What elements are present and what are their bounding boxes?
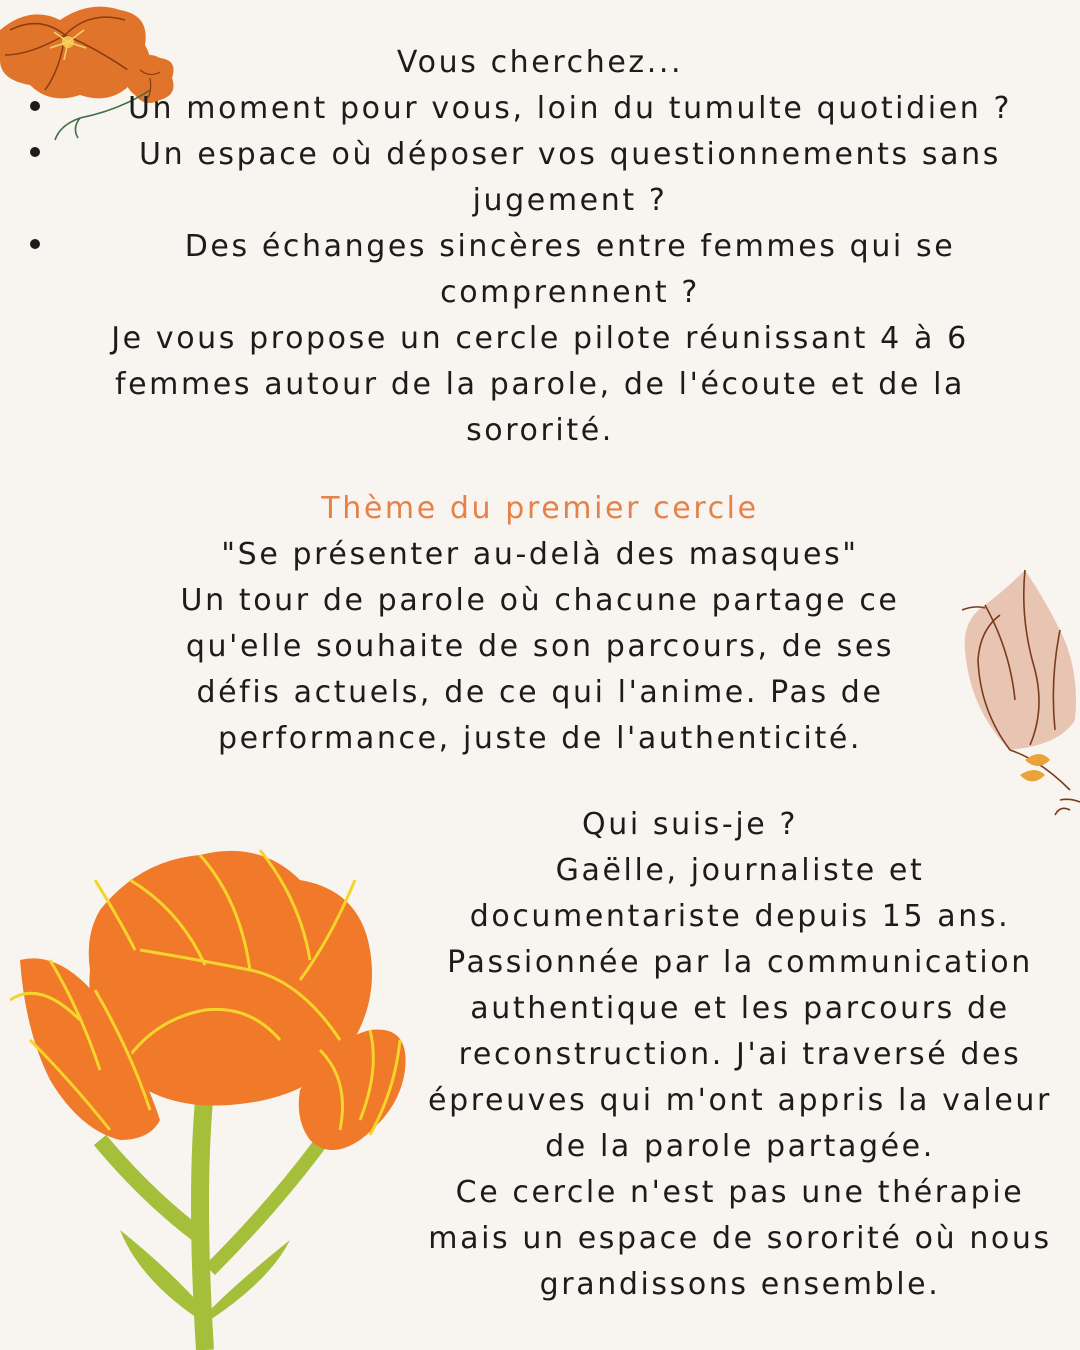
- list-item: [0, 224, 1080, 270]
- proposal-line: femmes autour de la parole, de l'écoute et de la: [114, 367, 966, 402]
- theme-line: défis actuels, de ce qui l'anime. Pas de: [196, 675, 884, 710]
- list-item: [0, 86, 1080, 132]
- theme-line: performance, juste de l'authenticité.: [217, 721, 863, 756]
- about-line: de la parole partagée.: [545, 1129, 935, 1164]
- bullet-text-continuation: comprennent ?: [440, 275, 700, 310]
- about-line: épreuves qui m'ont appris la valeur: [428, 1083, 1052, 1118]
- theme-line: Un tour de parole où chacune partage ce: [180, 583, 900, 618]
- proposal-line: sororité.: [466, 413, 614, 448]
- orange-tulip-icon: [0, 840, 440, 1350]
- theme-title: Thème du premier cercle: [321, 491, 759, 526]
- about-line: Passionnée par la communication: [447, 945, 1033, 980]
- bullet-text: Un moment pour vous, loin du tumulte quotidien ?: [127, 91, 1013, 126]
- bullet-dot: [30, 147, 40, 157]
- bullet-text: Un espace où déposer vos questionnements sans: [139, 137, 1001, 172]
- theme-quote: "Se présenter au-delà des masques": [221, 537, 859, 572]
- about-title: Qui suis-je ?: [582, 807, 798, 842]
- about-line: mais un espace de sororité où nous: [428, 1221, 1052, 1256]
- about-line: Ce cercle n'est pas une thérapie: [455, 1175, 1025, 1210]
- bullet-dot: [30, 101, 40, 111]
- about-line: Gaëlle, journaliste et: [555, 853, 925, 888]
- intro-heading: Vous cherchez...: [396, 45, 684, 80]
- about-line: grandissons ensemble.: [539, 1267, 941, 1302]
- proposal-line: Je vous propose un cercle pilote réunissant 4 à 6: [111, 321, 969, 356]
- bullet-dot: [30, 239, 40, 249]
- about-line: authentique et les parcours de: [470, 991, 1010, 1026]
- bullet-text-continuation: jugement ?: [472, 183, 668, 218]
- theme-line: qu'elle souhaite de son parcours, de ses: [185, 629, 895, 664]
- about-line: reconstruction. J'ai traversé des: [458, 1037, 1022, 1072]
- bullet-text: Des échanges sincères entre femmes qui se: [184, 229, 956, 264]
- about-line: documentariste depuis 15 ans.: [469, 899, 1011, 934]
- list-item: [0, 132, 1080, 178]
